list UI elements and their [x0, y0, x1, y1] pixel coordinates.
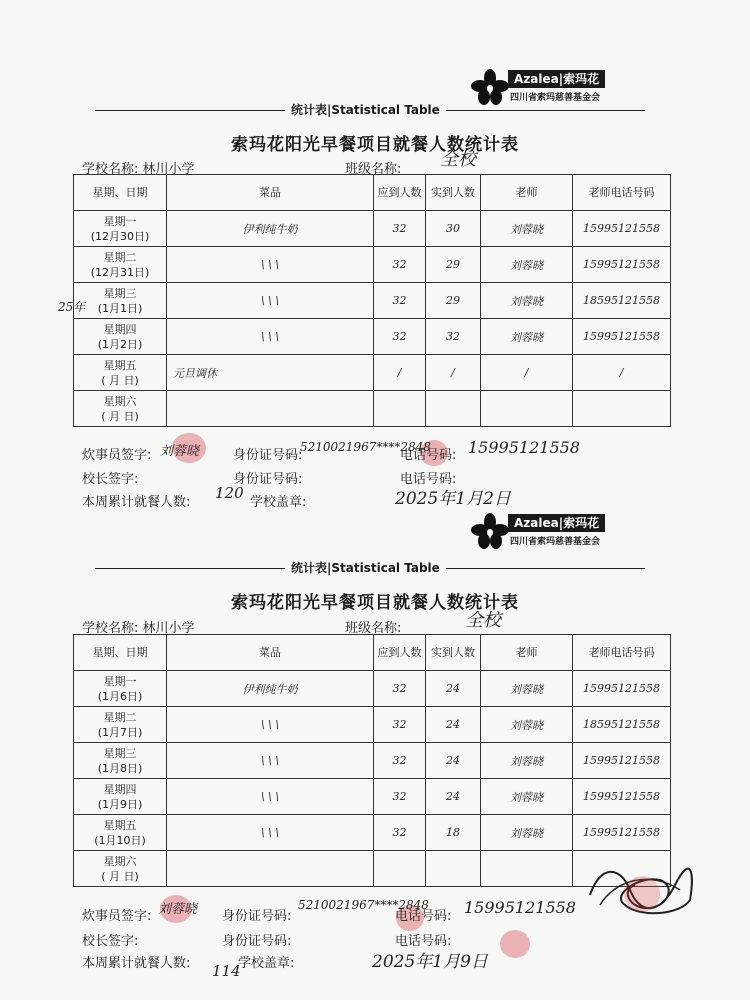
- col-expected: 应到人数: [374, 635, 426, 671]
- actual-cell: 24: [426, 779, 481, 815]
- dish-cell: \ \ \: [167, 743, 374, 779]
- banner-title: 统计表|Statistical Table: [285, 559, 446, 576]
- school-name: 林川小学: [142, 162, 195, 177]
- teacher-cell: 刘蓉晓: [481, 815, 573, 851]
- teacher-cell: [481, 851, 573, 887]
- red-stamp: [500, 930, 530, 958]
- azalea-flower-icon: [470, 512, 510, 552]
- expected-cell: [374, 851, 426, 887]
- school-seal-label: 学校盖章:: [238, 956, 295, 971]
- id-label: 身份证号码:: [222, 909, 292, 924]
- teacher-cell: 刘蓉晓: [481, 211, 573, 247]
- expected-cell: 32: [374, 707, 426, 743]
- col-actual: 实到人数: [426, 175, 481, 211]
- class-name: 全校: [440, 149, 476, 170]
- principal-sign-label: 校长签字:: [82, 472, 139, 487]
- written-date: 2025年1月2日: [395, 489, 511, 509]
- actual-cell: 30: [426, 211, 481, 247]
- cook-signature: 刘蓉晓: [160, 444, 200, 459]
- col-date: 星期、日期: [74, 635, 167, 671]
- weekly-total-label: 本周累计就餐人数:: [82, 956, 191, 971]
- teacher-cell: 刘蓉晓: [481, 247, 573, 283]
- phone-cell: 15995121558: [573, 319, 671, 355]
- weekly-total-value: 120: [215, 484, 244, 502]
- col-actual: 实到人数: [426, 635, 481, 671]
- expected-cell: 32: [374, 815, 426, 851]
- phone-cell: 15995121558: [573, 247, 671, 283]
- dish-cell: \ \ \: [167, 319, 374, 355]
- principal-sign-label: 校长签字:: [82, 934, 139, 949]
- actual-cell: 29: [426, 247, 481, 283]
- phone-cell: /: [573, 355, 671, 391]
- table-row: [74, 355, 671, 391]
- expected-cell: 32: [374, 211, 426, 247]
- attendance-table: [73, 174, 671, 427]
- table-row: [74, 391, 671, 427]
- weekday-cell: 星期五 ( 月 日): [74, 355, 167, 391]
- attendance-table: [73, 634, 671, 887]
- weekday-cell: 星期六 ( 月 日): [74, 391, 167, 427]
- page-title: 索玛花阳光早餐项目就餐人数统计表: [231, 135, 519, 155]
- teacher-cell: 刘蓉晓: [481, 671, 573, 707]
- dish-cell: \ \ \: [167, 283, 374, 319]
- table-row: [74, 815, 671, 851]
- dish-cell: 伊利纯牛奶: [167, 671, 374, 707]
- dish-cell: \ \ \: [167, 707, 374, 743]
- weekday-cell: 星期一 (12月30日): [74, 211, 167, 247]
- actual-cell: /: [426, 355, 481, 391]
- brand-name: Azalea|索玛花: [508, 514, 605, 532]
- teacher-cell: 刘蓉晓: [481, 319, 573, 355]
- teacher-cell: 刘蓉晓: [481, 283, 573, 319]
- cook-signature: 刘蓉晓: [158, 902, 198, 917]
- phone-cell: 15995121558: [573, 779, 671, 815]
- cook-id-number: 5210021967****2848: [300, 440, 431, 454]
- dish-cell: [167, 851, 374, 887]
- table-row: [74, 779, 671, 815]
- teacher-cell: [481, 391, 573, 427]
- brand-name: Azalea|索玛花: [508, 70, 605, 88]
- col-phone: 老师电话号码: [573, 175, 671, 211]
- phone-cell: 15995121558: [573, 671, 671, 707]
- margin-note: 25年: [58, 300, 86, 314]
- actual-cell: [426, 851, 481, 887]
- dish-cell: 伊利纯牛奶: [167, 211, 374, 247]
- class-label: 班级名称:: [345, 162, 402, 177]
- col-dish: 菜品: [167, 635, 374, 671]
- col-date: 星期、日期: [74, 175, 167, 211]
- expected-cell: 32: [374, 779, 426, 815]
- col-phone: 老师电话号码: [573, 635, 671, 671]
- weekday-cell: 星期二 (1月7日): [74, 707, 167, 743]
- phone-cell: 15995121558: [573, 743, 671, 779]
- table-row: [74, 247, 671, 283]
- phone-cell: 15995121558: [573, 211, 671, 247]
- phone-label: 电话号码:: [395, 934, 452, 949]
- actual-cell: 24: [426, 707, 481, 743]
- weekday-cell: 星期二 (12月31日): [74, 247, 167, 283]
- foundation-name: 四川省索玛慈善基金会: [510, 93, 601, 103]
- id-label: 身份证号码:: [233, 472, 303, 487]
- table-header-row: [74, 635, 671, 671]
- cook-sign-label: 炊事员签字:: [82, 448, 152, 463]
- foundation-logo: [470, 512, 640, 552]
- school-seal-label: 学校盖章:: [250, 495, 307, 510]
- weekday-cell: 星期六 ( 月 日): [74, 851, 167, 887]
- azalea-flower-icon: [470, 68, 510, 108]
- table-row: [74, 211, 671, 247]
- table-row: [74, 319, 671, 355]
- school-label: 学校名称: 林川小学: [82, 162, 195, 177]
- cook-sign-label: 炊事员签字:: [82, 909, 152, 924]
- banner-title: 统计表|Statistical Table: [285, 101, 446, 118]
- id-label: 身份证号码:: [222, 934, 292, 949]
- dish-cell: \ \ \: [167, 779, 374, 815]
- foundation-logo: [470, 68, 640, 108]
- school-label: 学校名称: 林川小学: [82, 621, 195, 636]
- class-label: 班级名称:: [345, 621, 402, 636]
- phone-cell: 18595121558: [573, 283, 671, 319]
- phone-cell: 18595121558: [573, 707, 671, 743]
- weekday-cell: 星期一 (1月6日): [74, 671, 167, 707]
- cook-phone: 15995121558: [468, 438, 580, 457]
- signature-scribble: [580, 860, 700, 920]
- teacher-cell: 刘蓉晓: [481, 707, 573, 743]
- dish-cell: 元旦调休: [167, 355, 374, 391]
- col-teacher: 老师: [481, 175, 573, 211]
- expected-cell: 32: [374, 247, 426, 283]
- weekday-cell: 星期五 (1月10日): [74, 815, 167, 851]
- phone-cell: [573, 391, 671, 427]
- table-row: [74, 707, 671, 743]
- col-expected: 应到人数: [374, 175, 426, 211]
- weekday-cell: 星期四 (1月9日): [74, 779, 167, 815]
- phone-label: 电话号码:: [395, 909, 452, 924]
- dish-cell: [167, 391, 374, 427]
- cook-id-number: 5210021967****2848: [298, 898, 429, 912]
- dish-cell: \ \ \: [167, 815, 374, 851]
- table-row: [74, 283, 671, 319]
- cook-phone: 15995121558: [464, 898, 576, 917]
- table-header-row: [74, 175, 671, 211]
- col-dish: 菜品: [167, 175, 374, 211]
- weekly-total-label: 本周累计就餐人数:: [82, 495, 191, 510]
- foundation-name: 四川省索玛慈善基金会: [510, 537, 601, 547]
- actual-cell: 24: [426, 743, 481, 779]
- class-name: 全校: [465, 610, 501, 631]
- weekday-cell: 星期四 (1月2日): [74, 319, 167, 355]
- weekday-cell: 星期三 (1月1日): [74, 283, 167, 319]
- actual-cell: 29: [426, 283, 481, 319]
- weekday-cell: 星期三 (1月8日): [74, 743, 167, 779]
- school-name: 林川小学: [142, 621, 195, 636]
- teacher-cell: /: [481, 355, 573, 391]
- expected-cell: /: [374, 355, 426, 391]
- expected-cell: [374, 391, 426, 427]
- written-date: 2025年1月9日: [372, 952, 488, 972]
- phone-label: 电话号码:: [400, 448, 457, 463]
- teacher-cell: 刘蓉晓: [481, 743, 573, 779]
- actual-cell: 24: [426, 671, 481, 707]
- actual-cell: 18: [426, 815, 481, 851]
- teacher-cell: 刘蓉晓: [481, 779, 573, 815]
- dish-cell: \ \ \: [167, 247, 374, 283]
- table-row: [74, 671, 671, 707]
- actual-cell: 32: [426, 319, 481, 355]
- expected-cell: 32: [374, 743, 426, 779]
- expected-cell: 32: [374, 283, 426, 319]
- col-teacher: 老师: [481, 635, 573, 671]
- statistics-sheet-2: [0, 500, 750, 1000]
- phone-cell: 15995121558: [573, 815, 671, 851]
- phone-label: 电话号码:: [400, 472, 457, 487]
- id-label: 身份证号码:: [233, 448, 303, 463]
- actual-cell: [426, 391, 481, 427]
- page-title: 索玛花阳光早餐项目就餐人数统计表: [231, 593, 519, 613]
- table-row: [74, 743, 671, 779]
- expected-cell: 32: [374, 319, 426, 355]
- weekly-total-value: 114: [212, 962, 241, 980]
- expected-cell: 32: [374, 671, 426, 707]
